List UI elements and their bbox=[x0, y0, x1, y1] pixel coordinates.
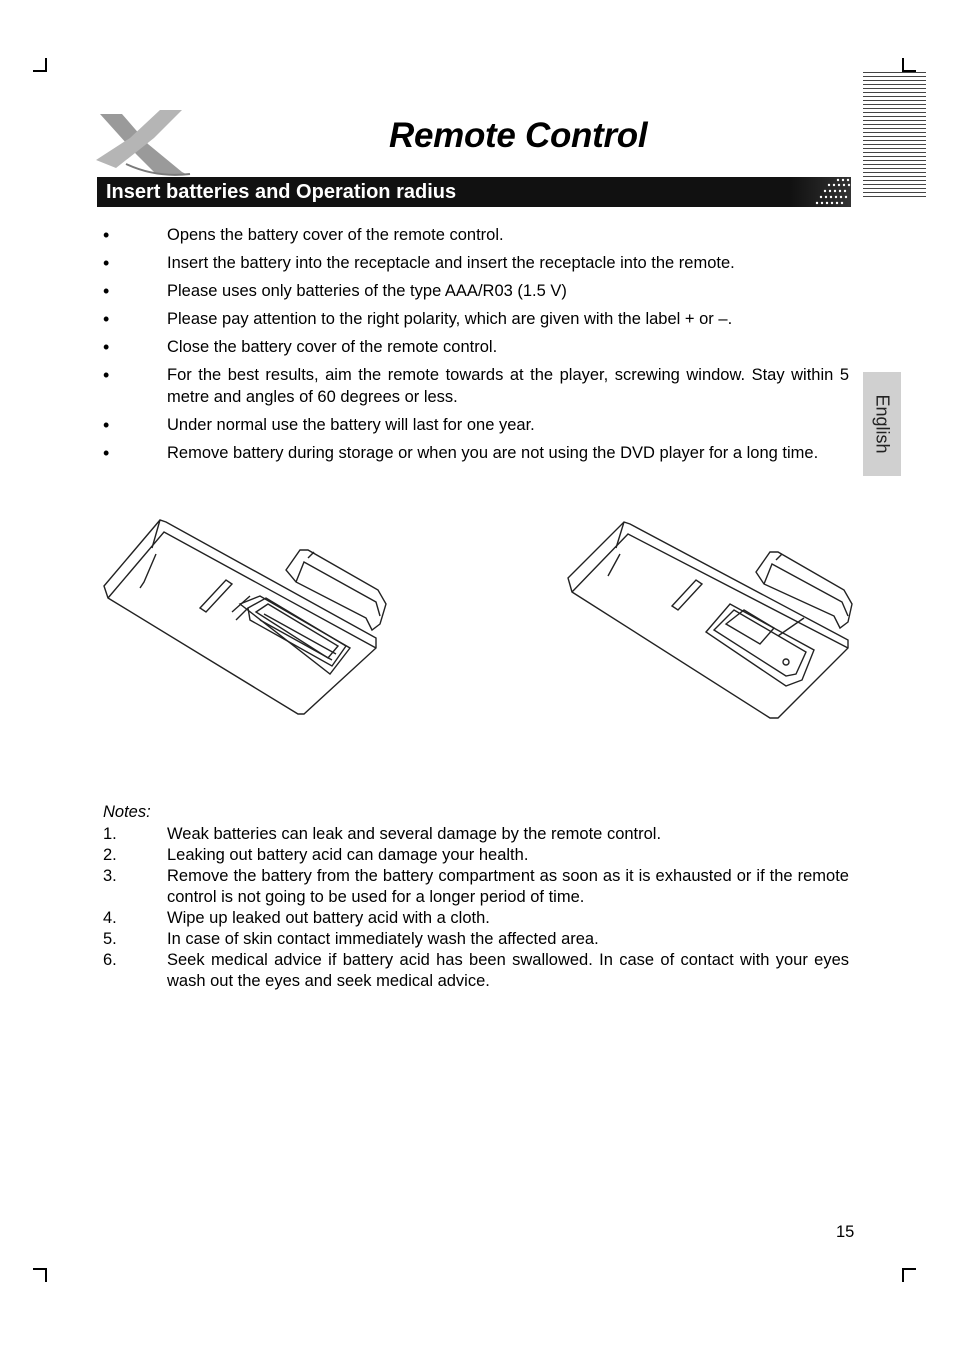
note-text: Wipe up leaked out battery acid with a cloth. bbox=[167, 909, 490, 927]
list-item: • For the best results, aim the remote towards at the player, screwing window. Stay within 5 metre and angles of 60 degrees or less. bbox=[103, 364, 849, 408]
list-item: • Remove battery during storage or when you are not using the DVD player for a long time. bbox=[103, 442, 849, 464]
notes-list bbox=[103, 824, 849, 992]
page-title: Remote Control bbox=[389, 116, 648, 155]
decorative-stripes bbox=[863, 72, 926, 200]
list-item bbox=[103, 866, 849, 908]
remote-battery-cover-illustration bbox=[564, 512, 856, 724]
note-number: 2. bbox=[103, 846, 117, 864]
list-item bbox=[103, 824, 849, 845]
page-number: 15 bbox=[836, 1223, 855, 1241]
crop-mark-bottom-right bbox=[902, 1268, 916, 1282]
crop-mark-top-right bbox=[902, 58, 916, 72]
list-item: • Please uses only batteries of the type AAA/R03 (1.5 V) bbox=[103, 280, 849, 302]
remote-battery-insert-illustration bbox=[100, 508, 390, 730]
list-item: • Close the battery cover of the remote control. bbox=[103, 336, 849, 358]
note-text: Seek medical advice if battery acid has been swallowed. In case of contact with your eyes wash out the eyes and seek medical advice. bbox=[167, 951, 849, 990]
brand-logo-icon bbox=[96, 108, 192, 176]
list-item bbox=[103, 845, 849, 866]
list-item bbox=[103, 950, 849, 992]
list-item: • Please pay attention to the right polarity, which are given with the label + or –. bbox=[103, 308, 849, 330]
note-number: 1. bbox=[103, 825, 117, 843]
note-text: Weak batteries can leak and several damage by the remote control. bbox=[167, 825, 662, 843]
note-number: 6. bbox=[103, 951, 117, 969]
note-number: 4. bbox=[103, 909, 117, 927]
crop-mark-bottom-left bbox=[33, 1268, 47, 1282]
list-item: • Opens the battery cover of the remote control. bbox=[103, 224, 849, 246]
section-title: Insert batteries and Operation radius bbox=[106, 181, 457, 203]
dot-pattern-icon bbox=[813, 177, 851, 207]
section-header-bar bbox=[97, 177, 851, 207]
crop-mark-top-left bbox=[33, 58, 47, 72]
note-number: 3. bbox=[103, 867, 117, 885]
instruction-list bbox=[103, 224, 849, 470]
language-tab-label: English bbox=[872, 394, 893, 454]
list-item: • Insert the battery into the receptacle and insert the receptacle into the remote. bbox=[103, 252, 849, 274]
list-item: • Under normal use the battery will last for one year. bbox=[103, 414, 849, 436]
note-number: 5. bbox=[103, 930, 117, 948]
note-text: Leaking out battery acid can damage your health. bbox=[167, 846, 529, 864]
note-text: Remove the battery from the battery compartment as soon as it is exhausted or if the remote control is not going to be used for a longer period of time. bbox=[167, 867, 849, 906]
notes-label: Notes: bbox=[103, 803, 151, 821]
language-tab bbox=[863, 372, 901, 476]
note-text: In case of skin contact immediately wash the affected area. bbox=[167, 930, 599, 948]
list-item bbox=[103, 908, 849, 929]
list-item bbox=[103, 929, 849, 950]
